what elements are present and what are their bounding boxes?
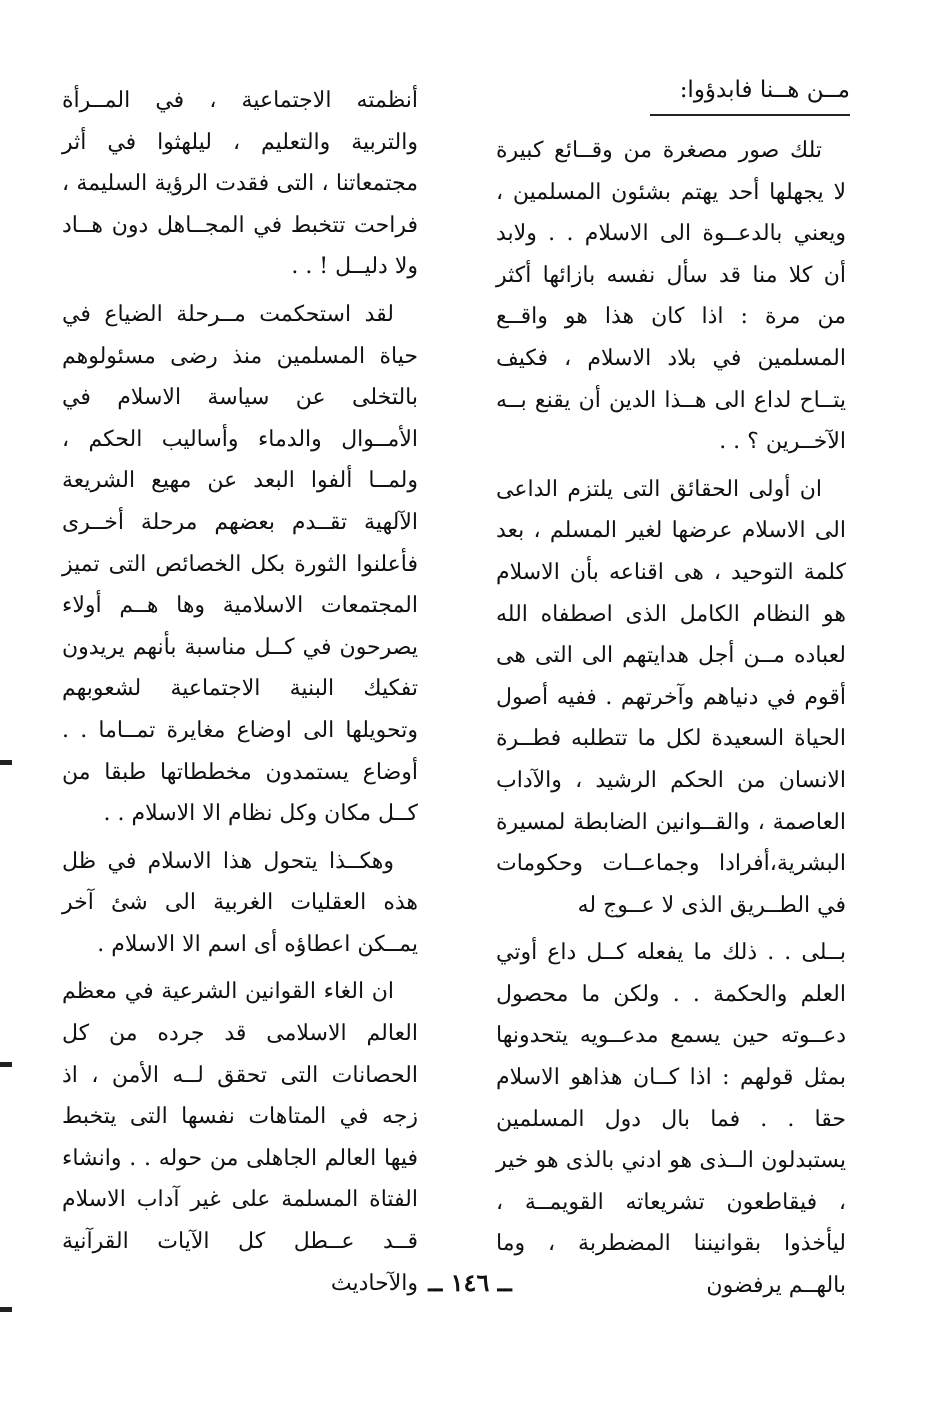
paragraph: لقد استحكمت مــرحلة الضياع في حياة المسلمين منذ رضى مسئولوهم بالتخلى عن سياسة الاسلام في الأمــوال والدماء وأساليب الحكم ، ولمــا ألفوا البعد عن مهيع الشريعة الآلهية تقــدم بعضهم مرحلة أخــرى فأعلنوا الثورة بكل الخصائص التى تميز المجتمعات الاسلامية وها هــم أولاء يصرحون في كــل مناسبة بأنهم يريدون تفكيك البنية الاجتماعية لشعوبهم وتحويلها الى اوضاع مغايرة تمــاما . . أوضاع يستمدون مخططاتها طبقا من كــل مكان وكل نظام الا الاسلام . . <box>62 301 418 827</box>
scan-edge-mark <box>0 760 12 765</box>
left-text-column <box>62 80 418 1310</box>
scan-edge-mark <box>0 1307 12 1312</box>
page-number: ــ ١٤٦ ــ <box>428 1268 512 1297</box>
paragraph: تلك صور مصغرة من وقــائع كبيرة لا يجهلها أحد يهتم بشئون المسلمين ، ويعني بالدعــوة الى الاسلام . . ولابد أن كلا منا قد سأل نفسه بازائها أكثر من مرة : اذا كان هذا هو واقــع المسلمين في بلاد الاسلام ، فكيف يتــاح لداع الى هــذا الدين أن يقنع بــه الآخــرين ؟ . . <box>496 138 846 455</box>
paragraph: ان أولى الحقائق التى يلتزم الداعى الى الاسلام عرضها لغير المسلم ، بعد كلمة التوحيد ، هى اقناعه بأن الاسلام هو النظام الكامل الذى اصطفاه الله لعباده مــن أجل هدايتهم الى التى هى أقوم في دنياهم وآخرتهم . ففيه أصول الحياة السعيدة لكل ما تتطلبه فطــرة الانسان من الحكم الرشيد ، والآداب العاصمة ، والقــوانين الضابطة لمسيرة البشرية،أفرادا وجماعــات وحكومات في الطــريق الذى لا عــوج له <box>496 476 846 918</box>
header-underline <box>650 114 850 116</box>
paragraph: أنظمته الاجتماعية ، في المــرأة والتربية والتعليم ، ليلهثوا في أثر مجتمعاتنا ، التى فقدت الرؤية السليمة ، فراحت تتخبط في المجــاهل دون هــاد ولا دليــل ! . . <box>62 88 418 280</box>
scan-edge-mark <box>0 1062 12 1067</box>
paragraph: ان الغاء القوانين الشرعية في معظم العالم الاسلامى قد جرده من كل الحصانات التى تحقق لــه الأمن ، اذ زجه في المتاهات نفسها التى يتخبط فيها العالم الجاهلى من حوله . . وانشاء الفتاة المسلمة على غير آداب الاسلام قــد عــطل كل الآيات القرآنية والآحاديث <box>62 979 418 1296</box>
running-header: مــن هــنا فابدؤوا: <box>679 77 850 103</box>
right-text-column <box>496 130 846 1313</box>
paragraph: بــلى . . ذلك ما يفعله كــل داع أوتي العلم والحكمة . . ولكن ما محصول دعــوته حين يسمع مدعــويه يتحدونها بمثل قولهم : اذا كــان هذاهو الاسلام حقا . . فما بال دول المسلمين يستبدلون الــذى هو ادني بالذى هو خير ، فيقاطعون تشريعاته القويمــة ، ليأخذوا بقوانيننا المضطربة ، وما بالهــم يرفضون <box>496 940 846 1299</box>
paragraph: وهكــذا يتحول هذا الاسلام في ظل هذه العقليات الغربية الى شئ آخر يمــكن اعطاؤه أى اسم الا الاسلام . <box>62 848 418 957</box>
